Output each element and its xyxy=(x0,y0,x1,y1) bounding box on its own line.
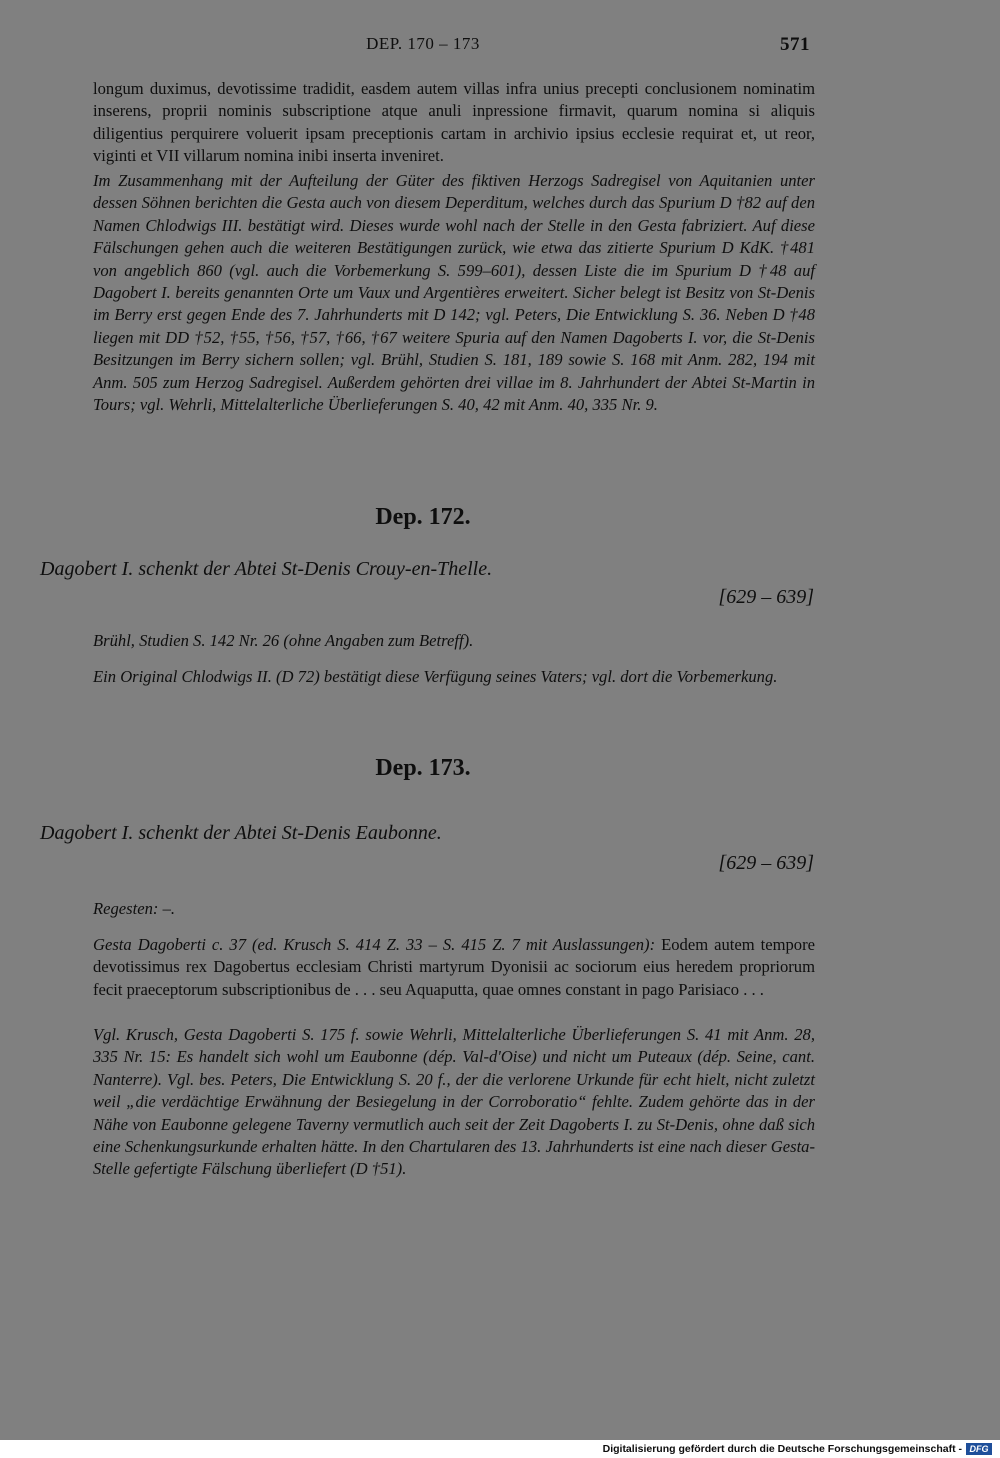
dep-172-summary: Dagobert I. schenkt der Abtei St-Denis Crouy-en-Thelle. xyxy=(40,558,493,580)
commentary-paragraph xyxy=(93,170,815,416)
footer-bar xyxy=(0,1440,1000,1458)
dep-173-commentary xyxy=(93,1024,815,1181)
dep-172-heading: Dep. 172. xyxy=(375,504,471,530)
latin-passage xyxy=(93,78,815,168)
dep-173-regesten-text: Regesten: –. xyxy=(93,899,176,918)
dep-173-date: [629 – 639] xyxy=(718,852,814,874)
dep-172-note xyxy=(93,666,815,688)
dep-173-commentary-text: Vgl. Krusch, Gesta Dagoberti S. 175 f. sowie Wehrli, Mittelalterliche Überlieferungen S. 41 mit Anm. 28, 335 Nr. 15: Es handelt sich wohl um Eaubonne (dép. Val-d'Oise) und nicht um Puteaux (dép. Seine, cant. Nanterre). Vgl. bes. Peters, Die Entwicklung S. 20 f., der die verlorene Urkunde für echt hielt, nicht zuletzt weil „die verdächtige Erwähnung der Besiegelung in der Corroboratio“ fehlte. Zudem gehörte das in der Nähe von Eaubonne gelegene Taverny vermutlich auch seit der Zeit Dagoberts I. zu St-Denis, ohne daß sich eine Schenkungsurkunde erhalten hätte. In den Chartularen des 13. Jahrhunderts ist eine nach dieser Gesta-Stelle gefertigte Fälschung überliefert (D †51). xyxy=(93,1025,815,1179)
footer-funding-text: Digitalisierung gefördert durch die Deutsche Forschungsgemeinschaft - xyxy=(602,1443,962,1455)
dep-172-source-text: Brühl, Studien S. 142 Nr. 26 (ohne Angaben zum Betreff). xyxy=(93,631,474,650)
running-head xyxy=(0,32,1000,58)
latin-text: longum duximus, devotissime tradidit, easdem autem villas infra unius precepti conclusionem nominatim inserens, proprii nominis subscriptione atque anuli inpressione firmavit, quarum nomina si aliquis diligentius perquirere voluerit ipsam preceptionis cartam in archivio ipsius ecclesie requirat et, ut reor, viginti et VII villarum nomina inibi inserta inveniret. xyxy=(93,79,815,166)
dep-172-note-text: Ein Original Chlodwigs II. (D 72) bestätigt diese Verfügung seines Vaters; vgl. dort die Vorbemerkung. xyxy=(93,667,778,686)
dep-172-source xyxy=(93,630,815,652)
running-title: DEP. 170 – 173 xyxy=(366,34,480,53)
page-number: 571 xyxy=(780,34,810,55)
dfg-logo-icon: DFG xyxy=(966,1443,992,1455)
dep-173-gesta-text: Eodem autem tempore devotissimus rex Dagobertus ecclesiam Christi martyrum Dyonisii ac sociorum eius heredem propriorum fecit praeceptorum subscriptionibus de . . . seu Aquaputta, quae omnes constant in pago Parisiaco . . . xyxy=(93,935,816,999)
dep-173-gesta-reference: Gesta Dagoberti c. 37 (ed. Krusch S. 414 Z. 33 – S. 415 Z. 7 mit Auslassungen): xyxy=(93,935,662,954)
dep-172-date: [629 – 639] xyxy=(718,586,814,608)
dep-173-gesta-passage xyxy=(93,934,815,1001)
commentary-text: Im Zusammenhang mit der Aufteilung der Güter des fiktiven Herzogs Sadregisel von Aquitanien unter dessen Söhnen berichten die Gesta auch von diesem Deperditum, welches durch das Spurium D †82 auf den Namen Chlodwigs III. bestätigt wird. Dieses wurde wohl nach der Stelle in den Gesta fabriziert. Auf diese Fälschungen gehen auch die weiteren Bestätigungen zurück, wie etwa das zitierte Spurium D KdK. †481 von angeblich 860 (vgl. auch die Vorbemerkung S. 599–601), dessen Liste die im Spurium D †48 auf Dagobert I. bereits genannten Orte um Vaux und Argentières erweitert. Sicher belegt ist Besitz von St-Denis im Berry erst gegen Ende des 7. Jahrhunderts mit D 142; vgl. Peters, Die Entwicklung S. 36. Neben D †48 liegen mit DD †52, †55, †56, †57, †66, †67 weitere Spuria auf den Namen Dagoberts I. vor, die St-Denis Besitzungen im Berry sichern sollen; vgl. Brühl, Studien S. 181, 189 sowie S. 168 mit Anm. 282, 194 mit Anm. 505 zum Herzog Sadregisel. Außerdem gehörten drei villae im 8. Jahrhundert der Abtei St-Martin in Tours; vgl. Wehrli, Mittelalterliche Überlieferungen S. 40, 42 mit Anm. 40, 335 Nr. 9. xyxy=(93,171,815,415)
dep-173-summary: Dagobert I. schenkt der Abtei St-Denis Eaubonne. xyxy=(40,822,442,844)
dep-173-regesten xyxy=(93,898,815,920)
dep-173-heading: Dep. 173. xyxy=(375,755,471,781)
